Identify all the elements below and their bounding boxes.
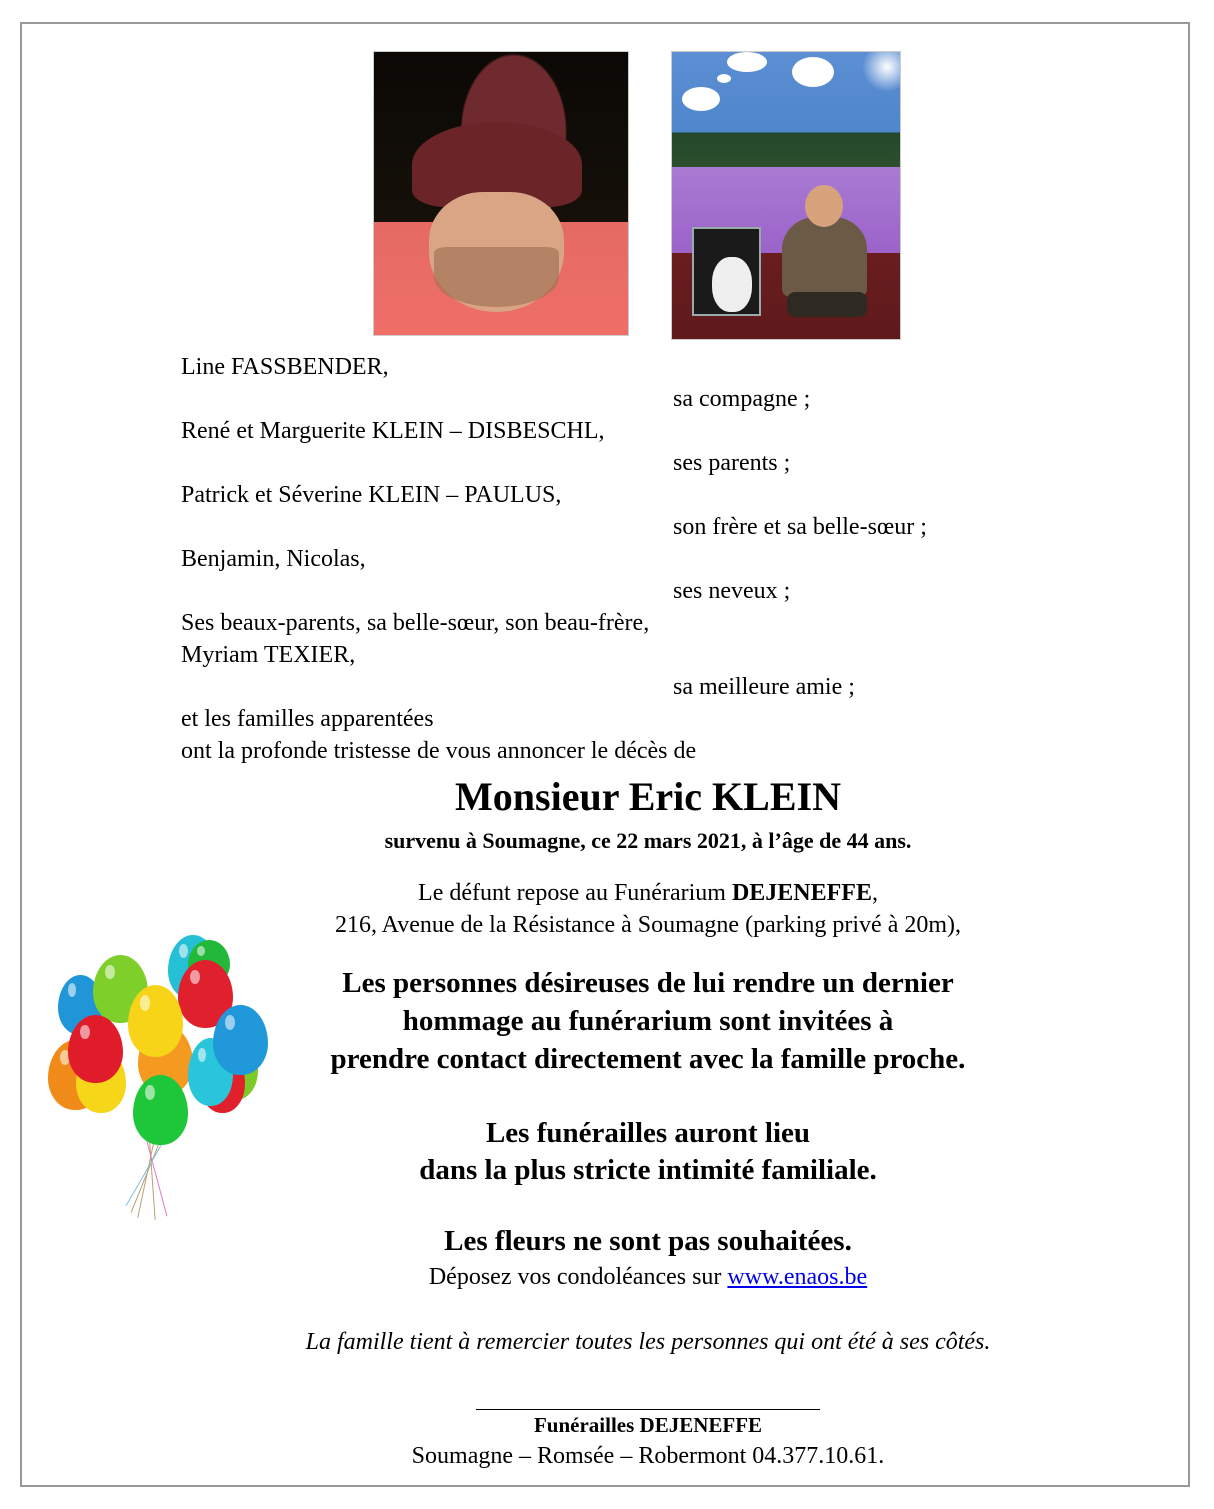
intro-line: ont la profonde tristesse de vous annoncer le décès de <box>181 738 697 764</box>
visit-notice-line: hommage au funérarium sont invitées à <box>402 1005 894 1037</box>
condolences-line <box>60 1263 1214 1291</box>
deceased-details: survenu à Soumagne, ce 22 mars 2021, à l’âge de 44 ans. <box>384 828 912 853</box>
funeral-locations: Soumagne – Romsée – Robermont 04.377.10.61. <box>411 1443 885 1469</box>
funeral-notice-line: Les funérailles auront lieu <box>485 1117 811 1149</box>
rest-address: 216, Avenue de la Résistance à Soumagne (parking privé à 20m), <box>334 912 962 938</box>
family-relation: ses neveux ; <box>673 578 791 604</box>
family-name: Benjamin, Nicolas, <box>181 546 366 572</box>
portrait-photo <box>373 51 629 336</box>
family-name: Line FASSBENDER, <box>181 354 389 380</box>
condolences-link[interactable]: www.enaos.be <box>727 1264 868 1290</box>
intro-line: et les familles apparentées <box>181 706 434 732</box>
condolences-prefix: Déposez vos condoléances sur <box>428 1264 728 1290</box>
family-relation: ses parents ; <box>673 450 791 476</box>
family-relation: sa compagne ; <box>673 386 811 412</box>
funerarium-name: DEJENEFFE <box>731 880 872 906</box>
funeral-company: Funérailles DEJENEFFE <box>533 1413 763 1437</box>
rest-suffix: , <box>871 880 878 906</box>
funeral-notice-line: dans la plus stricte intimité familiale. <box>419 1154 877 1186</box>
deceased-name: Monsieur Eric KLEIN <box>455 774 841 819</box>
family-relation: sa meilleure amie ; <box>673 674 855 700</box>
visit-notice-line: Les personnes désireuses de lui rendre un dernier <box>342 967 954 999</box>
family-relation: son frère et sa belle-sœur ; <box>673 514 927 540</box>
family-name: Ses beaux-parents, sa belle-sœur, son beau-frère, <box>181 610 650 636</box>
family-name: Myriam TEXIER, <box>181 642 356 668</box>
flowers-notice: Les fleurs ne sont pas souhaitées. <box>444 1225 852 1257</box>
visit-notice-line: prendre contact directement avec la famille proche. <box>330 1043 966 1075</box>
family-name: René et Marguerite KLEIN – DISBESCHL, <box>181 418 605 444</box>
family-name: Patrick et Séverine KLEIN – PAULUS, <box>181 482 562 508</box>
thanks-line: La famille tient à remercier toutes les personnes qui ont été à ses côtés. <box>305 1329 991 1355</box>
illustration-wheelchair-dog <box>671 51 901 340</box>
footer-divider <box>476 1409 820 1410</box>
rest-prefix: Le défunt repose au Funérarium <box>418 880 732 906</box>
